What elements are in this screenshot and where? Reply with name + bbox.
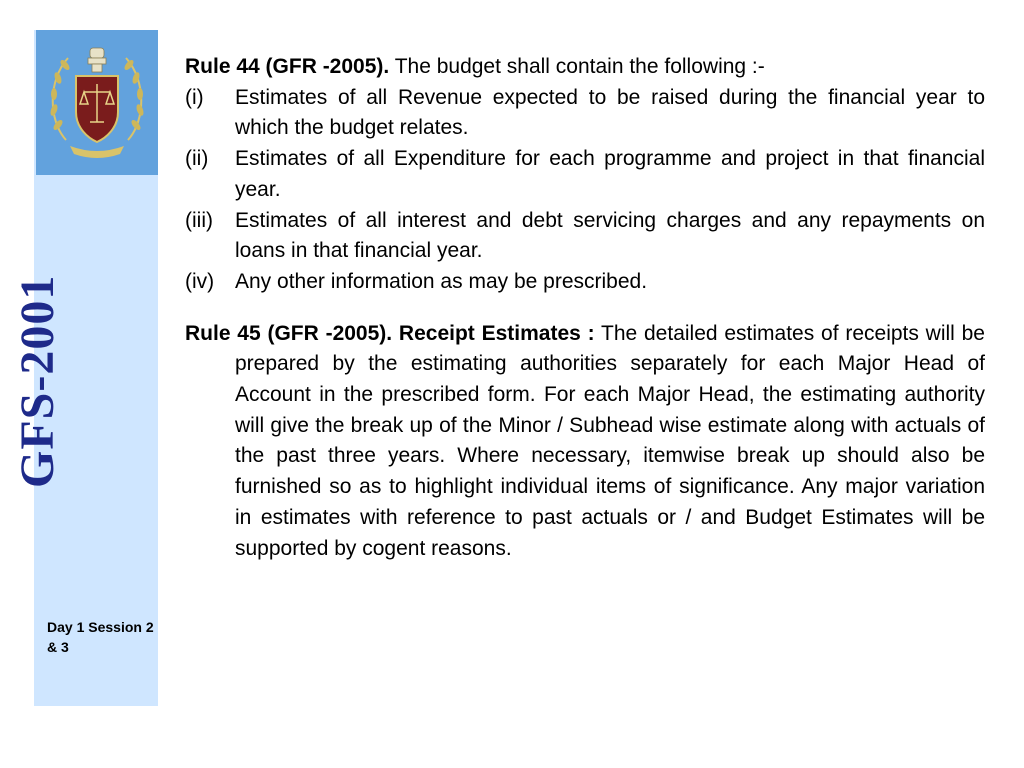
list-item bbox=[185, 144, 985, 205]
rule45-paragraph bbox=[185, 319, 985, 565]
rule44-intro bbox=[185, 52, 985, 83]
rule45-body: The detailed estimates of receipts will be prepared by the estimating authorities separately for each Major Head of Account in the prescribed form. For each Major Head, the estimating authority will give the break up of the Minor / Subhead wise estimate along with actuals of the past three years. Where necessary, itemwise break up should also be furnished so as to highlight individual items of significance. Any major variation in estimates with reference to past actuals or / and Budget Estimates will be supported by cogent reasons. bbox=[235, 321, 985, 560]
list-item bbox=[185, 83, 985, 144]
list-item-text: Estimates of all Expenditure for each programme and project in that financial year. bbox=[235, 147, 985, 201]
government-emblem-icon bbox=[36, 30, 158, 175]
slide-content bbox=[185, 52, 985, 585]
list-item bbox=[185, 267, 985, 298]
list-item-number: (iv) bbox=[185, 269, 215, 293]
list-item-number: (i) bbox=[185, 85, 204, 109]
rule45-heading: Rule 45 (GFR -2005). Receipt Estimates : bbox=[185, 321, 595, 345]
rule44-intro-text: The budget shall contain the following :- bbox=[389, 55, 765, 78]
list-item-text: Estimates of all Revenue expected to be raised during the financial year to which the budget relates. bbox=[235, 85, 985, 140]
emblem-box bbox=[36, 30, 158, 175]
vertical-title: GFS-2001 bbox=[11, 274, 64, 488]
list-item-number: (ii) bbox=[185, 147, 209, 171]
list-item-text: Any other information as may be prescribed. bbox=[235, 269, 648, 293]
list-item-number: (iii) bbox=[185, 208, 213, 232]
rule44-heading: Rule 44 (GFR -2005). bbox=[185, 55, 390, 78]
list-item bbox=[185, 206, 985, 267]
list-item-text: Estimates of all interest and debt servicing charges and any repayments on loans in that financial year. bbox=[235, 208, 985, 263]
session-label: Day 1 Session 2 & 3 bbox=[47, 619, 154, 655]
rule44-list bbox=[185, 83, 985, 298]
